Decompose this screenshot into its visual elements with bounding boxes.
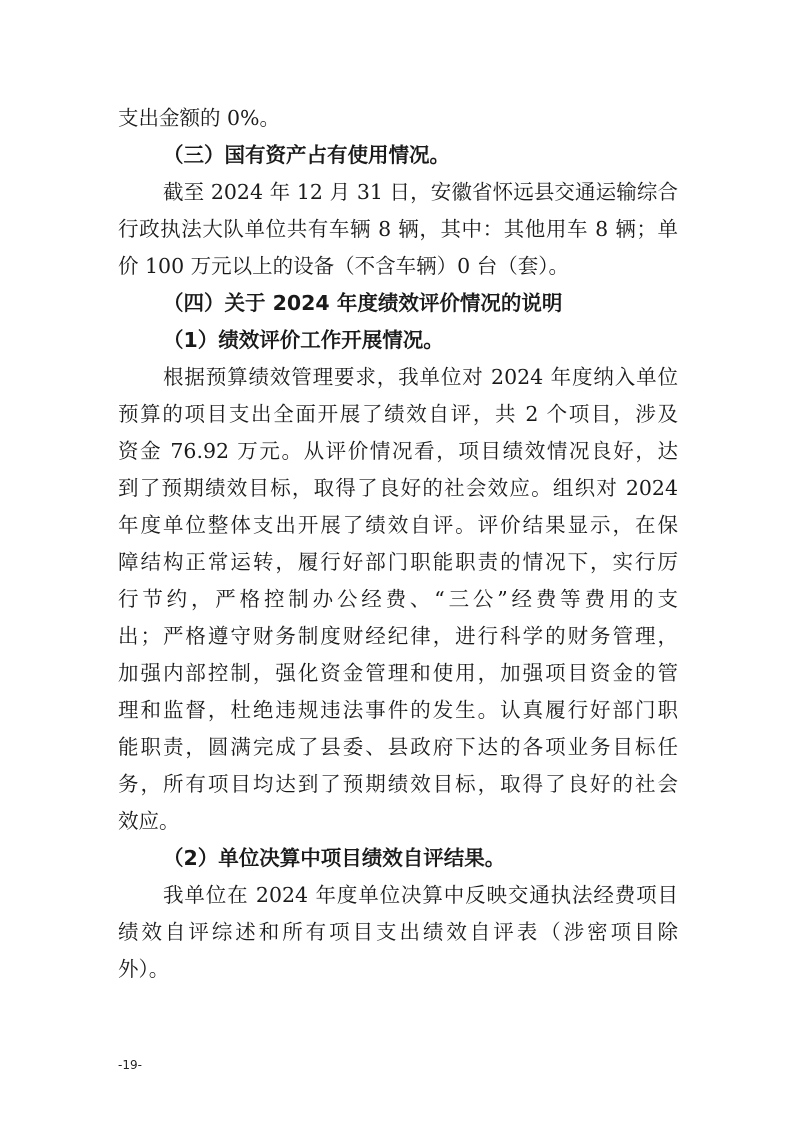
paragraph-line: 加强内部控制，强化资金管理和使用，加强项目资金的管: [118, 661, 678, 685]
paragraph-line: 行政执法大队单位共有车辆 8 辆，其中：其他用车 8 辆；单: [118, 217, 678, 241]
paragraph-line: 理和监督，杜绝违规违法事件的发生。认真履行好部门职: [118, 698, 678, 722]
subsection-heading-evaluation-work: （1）绩效评价工作开展情况。: [163, 328, 444, 352]
paragraph-line: 支出金额的 0%。: [118, 106, 281, 130]
paragraph-line: 行节约，严格控制办公经费、“三公”经费等费用的支: [118, 587, 678, 611]
paragraph-line: 年度单位整体支出开展了绩效自评。评价结果显示，在保: [118, 513, 678, 537]
subsection-heading-self-evaluation-results: （2）单位决算中项目绩效自评结果。: [163, 846, 506, 870]
paragraph-line: 绩效自评综述和所有项目支出绩效自评表（涉密项目除: [118, 920, 678, 944]
paragraph-line: 截至 2024 年 12 月 31 日，安徽省怀远县交通运输综合: [163, 180, 678, 204]
paragraph-line: 外）。: [118, 957, 170, 981]
paragraph-line: 价 100 万元以上的设备（不含车辆）0 台（套）。: [118, 254, 569, 278]
paragraph-line: 障结构正常运转，履行好部门职能职责的情况下，实行厉: [118, 550, 678, 574]
paragraph-line: 到了预期绩效目标，取得了良好的社会效应。组织对 2024: [118, 476, 678, 500]
paragraph-line: 务，所有项目均达到了预期绩效目标，取得了良好的社会: [118, 772, 678, 796]
section-heading-state-assets: （三）国有资产占有使用情况。: [163, 143, 450, 167]
paragraph-line: 效应。: [118, 809, 180, 833]
paragraph-line: 资金 76.92 万元。从评价情况看，项目绩效情况良好，达: [118, 439, 678, 463]
paragraph-line: 预算的项目支出全面开展了绩效自评，共 2 个项目，涉及: [118, 402, 678, 426]
paragraph-line: 根据预算绩效管理要求，我单位对 2024 年度纳入单位: [163, 365, 678, 389]
document-body: [118, 100, 678, 988]
page-number: -19-: [118, 1058, 142, 1072]
paragraph-line: 我单位在 2024 年度单位决算中反映交通执法经费项目: [163, 883, 678, 907]
section-heading-performance-evaluation: （四）关于 2024 年度绩效评价情况的说明: [163, 291, 563, 315]
paragraph-line: 出；严格遵守财务制度财经纪律，进行科学的财务管理，: [118, 624, 678, 648]
paragraph-line: 能职责，圆满完成了县委、县政府下达的各项业务目标任: [118, 735, 678, 759]
